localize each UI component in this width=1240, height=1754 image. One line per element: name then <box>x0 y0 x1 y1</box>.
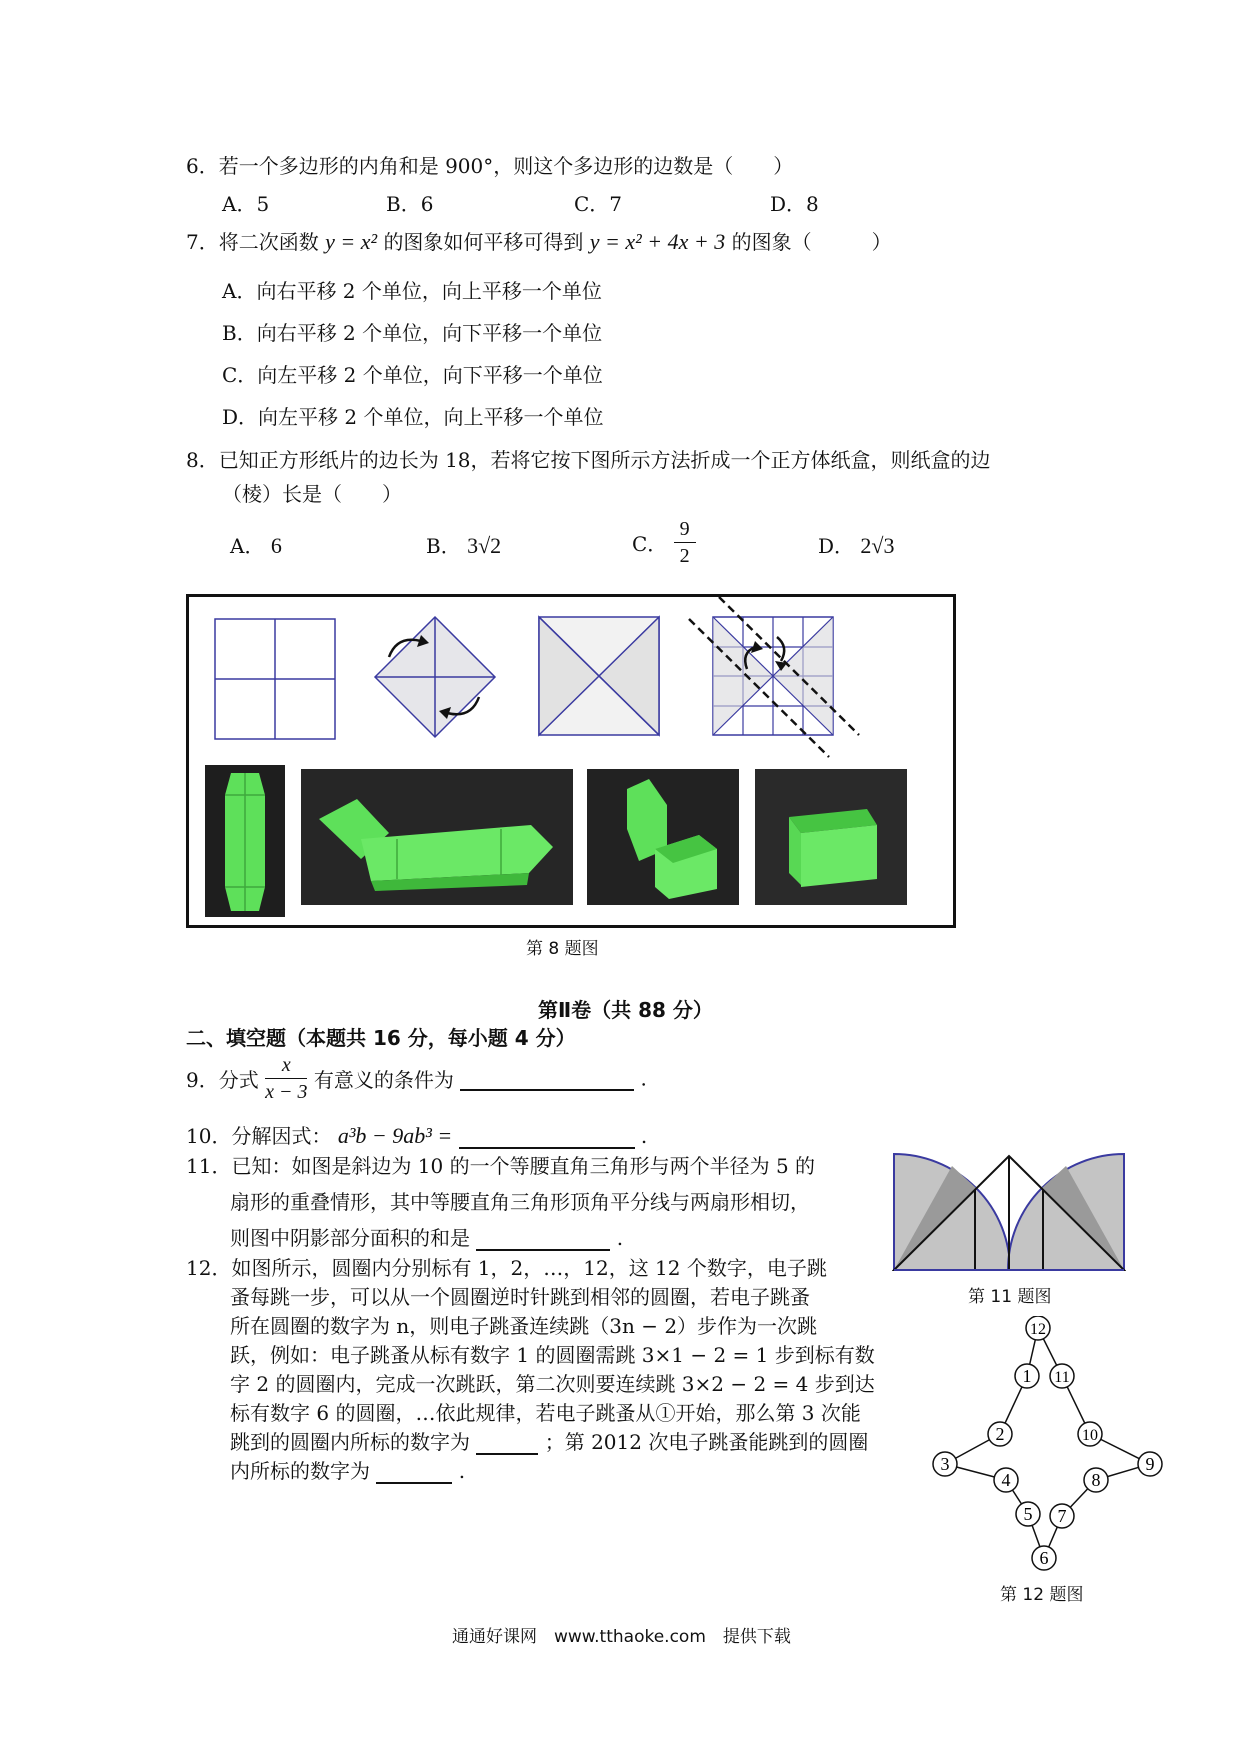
q11-line2: 扇形的重叠情形，其中等腰直角三角形顶角平分线与两扇形相切， <box>230 1190 810 1214</box>
q12-line6: 标有数字 6 的圆圈，…依此规律，若电子跳蚤从①开始，那么第 3 次能 <box>230 1401 861 1425</box>
jump-circle-7 <box>1050 1504 1074 1528</box>
svg-text:6: 6 <box>1039 1548 1049 1568</box>
q7-stem-mid: 的图象如何平移可得到 <box>383 230 584 254</box>
fold-step-1 <box>215 619 335 739</box>
jump-circle-8 <box>1084 1468 1108 1492</box>
q8-stem-line1: 8．已知正方形纸片的边长为 18，若将它按下图所示方法折成一个正方体纸盒，则纸盒的边 <box>186 448 991 472</box>
q9-answer-blank <box>460 1067 634 1091</box>
figure-8-caption: 第 8 题图 <box>526 939 599 959</box>
q6-option-d: D．8 <box>770 192 819 216</box>
q9-fraction-numerator: x <box>265 1052 307 1079</box>
q9-fraction <box>265 1052 307 1105</box>
q12-line3: 所在圆圈的数字为 n，则电子跳蚤连续跳（3n − 2）步作为一次跳 <box>230 1314 818 1338</box>
q11-line1: 11．已知：如图是斜边为 10 的一个等腰直角三角形与两个半径为 5 的 <box>186 1154 816 1178</box>
q7-stem-prefix: 7．将二次函数 <box>186 230 319 254</box>
figure-12-circles <box>933 1316 1162 1570</box>
q10-end: . <box>640 1124 648 1148</box>
fold-step-4 <box>689 597 859 757</box>
figure-12-links <box>945 1328 1150 1558</box>
q10-prefix: 10．分解因式： <box>186 1124 332 1148</box>
jump-circle-12 <box>1026 1316 1050 1340</box>
q12-line4: 跃，例如：电子跳蚤从标有数字 1 的圆圈需跳 3×1 − 2 = 1 步到标有数 <box>230 1343 875 1367</box>
q6-option-c: C．7 <box>574 192 623 216</box>
q12-line8 <box>230 1455 465 1484</box>
q8-option-b <box>426 530 501 559</box>
fold-step-2 <box>375 617 495 737</box>
svg-text:1: 1 <box>1022 1366 1032 1386</box>
svg-text:12: 12 <box>1030 1321 1046 1338</box>
fold-step-3 <box>539 617 659 735</box>
q7-expr1: y = x² <box>325 229 378 254</box>
q8-option-b-value: 3√2 <box>467 533 502 558</box>
svg-text:7: 7 <box>1057 1506 1067 1526</box>
fill-in-section-heading: 二、填空题（本题共 16 分，每小题 4 分） <box>186 1026 576 1050</box>
q9-prefix: 9．分式 <box>186 1068 259 1092</box>
part-ii-title: 第Ⅱ卷（共 88 分） <box>538 998 713 1022</box>
q10-expr: a³b − 9ab³ = <box>337 1123 453 1148</box>
q11-line3-text: 则图中阴影部分面积的和是 <box>230 1226 470 1250</box>
q6-option-a: A．5 <box>222 192 270 216</box>
photo-1-drawing <box>205 765 285 917</box>
svg-text:8: 8 <box>1091 1470 1101 1490</box>
q8-option-a-value: 6 <box>270 533 282 558</box>
svg-text:2: 2 <box>995 1424 1005 1444</box>
q8-option-a <box>230 530 282 559</box>
q10 <box>186 1120 647 1149</box>
figure-12 <box>924 1316 1174 1572</box>
jump-circle-10 <box>1078 1422 1102 1446</box>
q6-stem: 6．若一个多边形的内角和是 900°，则这个多边形的边数是（ ） <box>186 154 794 178</box>
svg-text:4: 4 <box>1001 1470 1011 1490</box>
q12-answer-blank-1 <box>476 1431 538 1455</box>
q7-expr2: y = x² + 4x + 3 <box>589 229 726 254</box>
jump-circle-1 <box>1015 1364 1039 1388</box>
q12-line7-b: ；第 2012 次电子跳蚤能跳到的圆圈 <box>544 1430 869 1454</box>
photo-3-drawing <box>587 769 739 905</box>
q12-end: . <box>458 1459 466 1483</box>
figure-12-caption: 第 12 题图 <box>1000 1585 1084 1605</box>
photo-2-drawing <box>301 769 573 905</box>
q12-line2: 蚤每跳一步，可以从一个圆圈逆时针跳到相邻的圆圈，若电子跳蚤 <box>230 1285 810 1309</box>
svg-text:11: 11 <box>1054 1369 1070 1386</box>
q8-stem-line2: （棱）长是（ ） <box>222 482 402 506</box>
q11-answer-blank <box>476 1227 610 1251</box>
jump-circle-11 <box>1050 1364 1074 1388</box>
q11-end: . <box>616 1226 624 1250</box>
figure-8 <box>186 594 956 928</box>
q7-option-a: A．向右平移 2 个单位，向上平移一个单位 <box>222 279 602 303</box>
q8-option-d-label: D． <box>818 534 855 558</box>
figure-11-caption: 第 11 题图 <box>968 1287 1052 1307</box>
photo-4-drawing <box>755 769 907 905</box>
q8-option-d <box>818 530 894 559</box>
q7-option-d: D．向左平移 2 个单位，向上平移一个单位 <box>222 405 604 429</box>
q9-suffix: 有意义的条件为 <box>313 1068 454 1092</box>
jump-circle-6 <box>1032 1546 1056 1570</box>
jump-circle-9 <box>1138 1452 1162 1476</box>
q7-option-c: C．向左平移 2 个单位，向下平移一个单位 <box>222 363 603 387</box>
q8-option-c-label: C． <box>632 532 668 556</box>
q8-option-c <box>632 516 696 569</box>
photo-3-folding-box <box>587 769 739 905</box>
q9 <box>186 1052 647 1105</box>
q12-line8-a: 内所标的数字为 <box>230 1459 370 1483</box>
q8-option-c-numerator: 9 <box>674 516 696 543</box>
figure-11 <box>892 1150 1126 1272</box>
q8-option-a-label: A． <box>230 534 265 558</box>
q12-line7 <box>230 1426 868 1455</box>
svg-text:5: 5 <box>1023 1504 1033 1524</box>
jump-circle-5 <box>1016 1502 1040 1526</box>
q10-answer-blank <box>459 1125 635 1149</box>
q11-line3 <box>230 1222 623 1251</box>
q8-option-c-fraction <box>674 516 696 569</box>
jump-circle-3 <box>933 1452 957 1476</box>
svg-text:3: 3 <box>940 1454 950 1474</box>
footer-source: 通通好课网 www.tthaoke.com 提供下载 <box>452 1627 791 1647</box>
q6-option-b: B．6 <box>386 192 434 216</box>
jump-circle-2 <box>988 1422 1012 1446</box>
q12-line7-a: 跳到的圆圈内所标的数字为 <box>230 1430 470 1454</box>
q8-option-c-denominator: 2 <box>679 545 690 567</box>
q8-option-b-label: B． <box>426 534 461 558</box>
q7-option-b: B．向右平移 2 个单位，向下平移一个单位 <box>222 321 603 345</box>
q9-fraction-denominator: x − 3 <box>265 1081 308 1103</box>
q12-line1: 12．如图所示，圆圈内分别标有 1，2，…，12，这 12 个数字，电子跳 <box>186 1256 827 1280</box>
q7-stem <box>186 226 892 255</box>
photo-1-long-box <box>205 765 285 917</box>
q12-answer-blank-2 <box>376 1460 452 1484</box>
q8-option-d-value: 2√3 <box>860 533 895 558</box>
svg-text:9: 9 <box>1145 1454 1155 1474</box>
q7-stem-suffix: 的图象（ ） <box>731 230 892 254</box>
q9-end: . <box>640 1066 647 1091</box>
jump-circle-4 <box>994 1468 1018 1492</box>
photo-4-finished-box <box>755 769 907 905</box>
svg-text:10: 10 <box>1082 1427 1098 1444</box>
photo-2-unfolded-box <box>301 769 573 905</box>
q12-line5: 字 2 的圆圈内，完成一次跳跃，第二次则要连续跳 3×2 − 2 = 4 步到达 <box>230 1372 875 1396</box>
